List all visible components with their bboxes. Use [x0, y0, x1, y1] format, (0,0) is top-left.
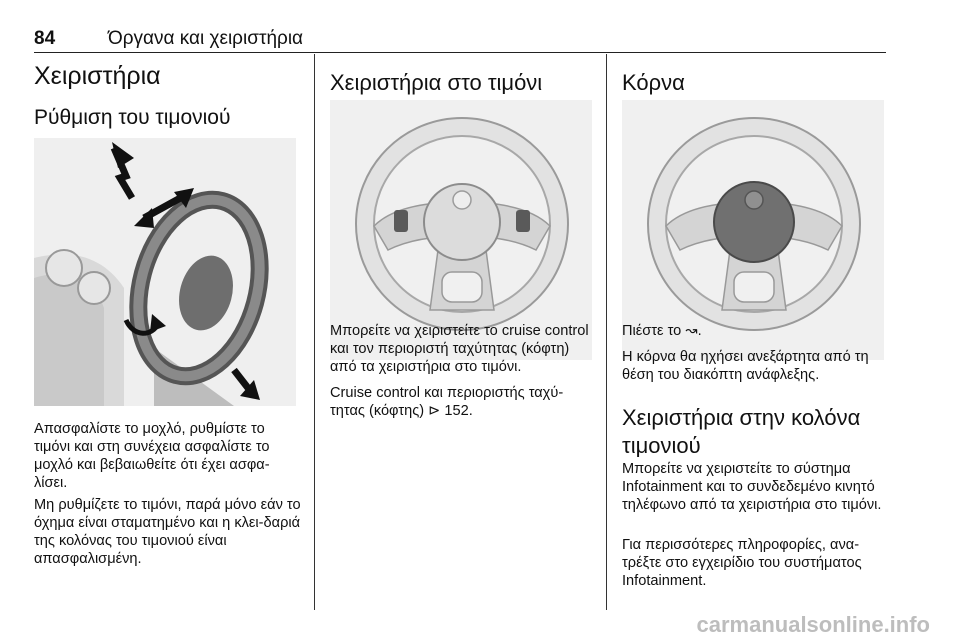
chapter-title: Όργανα και χειριστήρια	[108, 28, 304, 49]
column-divider	[314, 54, 315, 610]
paragraph-press-horn: Πιέστε το ↝.	[622, 323, 702, 339]
page-number: 84	[34, 28, 56, 49]
column-divider	[606, 54, 607, 610]
steering-adjustment-illustration	[34, 138, 296, 406]
section-title-steering-wheel-controls: Χειριστήρια στο τιμόνι	[330, 70, 543, 95]
watermark: carmanualsonline.info	[696, 612, 930, 637]
paragraph-infotainment-controls: Μπορείτε να χειριστείτε το σύστημα Infotainment και το συνδεδεμένο κινητό τηλέφωνο από τα χειριστήρια στο τιμόνι.	[622, 461, 882, 513]
paragraph-cruise-control-reference: Cruise control και περιοριστής ταχύ-τητας (κόφτης) ⊳ 152.	[330, 385, 564, 419]
horn-illustration	[622, 100, 884, 360]
paragraph-cruise-control-info: Μπορείτε να χειριστείτε το cruise control και τον περιοριστή ταχύτητας (κόφτη) από τα χειριστήρια στο τιμόνι.	[330, 323, 589, 375]
page-header	[34, 26, 886, 53]
section-title-horn: Κόρνα	[622, 70, 685, 95]
paragraph-adjust-instructions: Απασφαλίστε το μοχλό, ρυθμίστε το τιμόνι και στη συνέχεια ασφαλίστε το μοχλό και βεβαιωθείτε ότι έχει ασφα-λίσει.	[34, 421, 270, 491]
section-title-column-controls: Χειριστήρια στην κολόνα τιμονιού	[622, 405, 861, 458]
paragraph-infotainment-reference: Για περισσότερες πληροφορίες, ανα-τρέξτε στο εγχειρίδιο του συστήματος Infotainment.	[622, 537, 862, 589]
paragraph-horn-note: Η κόρνα θα ηχήσει ανεξάρτητα από τη θέση του διακόπτη ανάφλεξης.	[622, 349, 869, 383]
subsection-title-steering-adjustment: Ρύθμιση του τιμονιού	[34, 106, 231, 129]
section-title-controls: Χειριστήρια	[34, 62, 161, 90]
paragraph-adjust-warning: Μη ρυθμίζετε το τιμόνι, παρά μόνο εάν το όχημα είναι σταματημένο και η κλει-δαριά της κολόνας του τιμονιού είναι απασφαλισμένη.	[34, 497, 301, 567]
steering-wheel-controls-illustration	[330, 100, 592, 360]
